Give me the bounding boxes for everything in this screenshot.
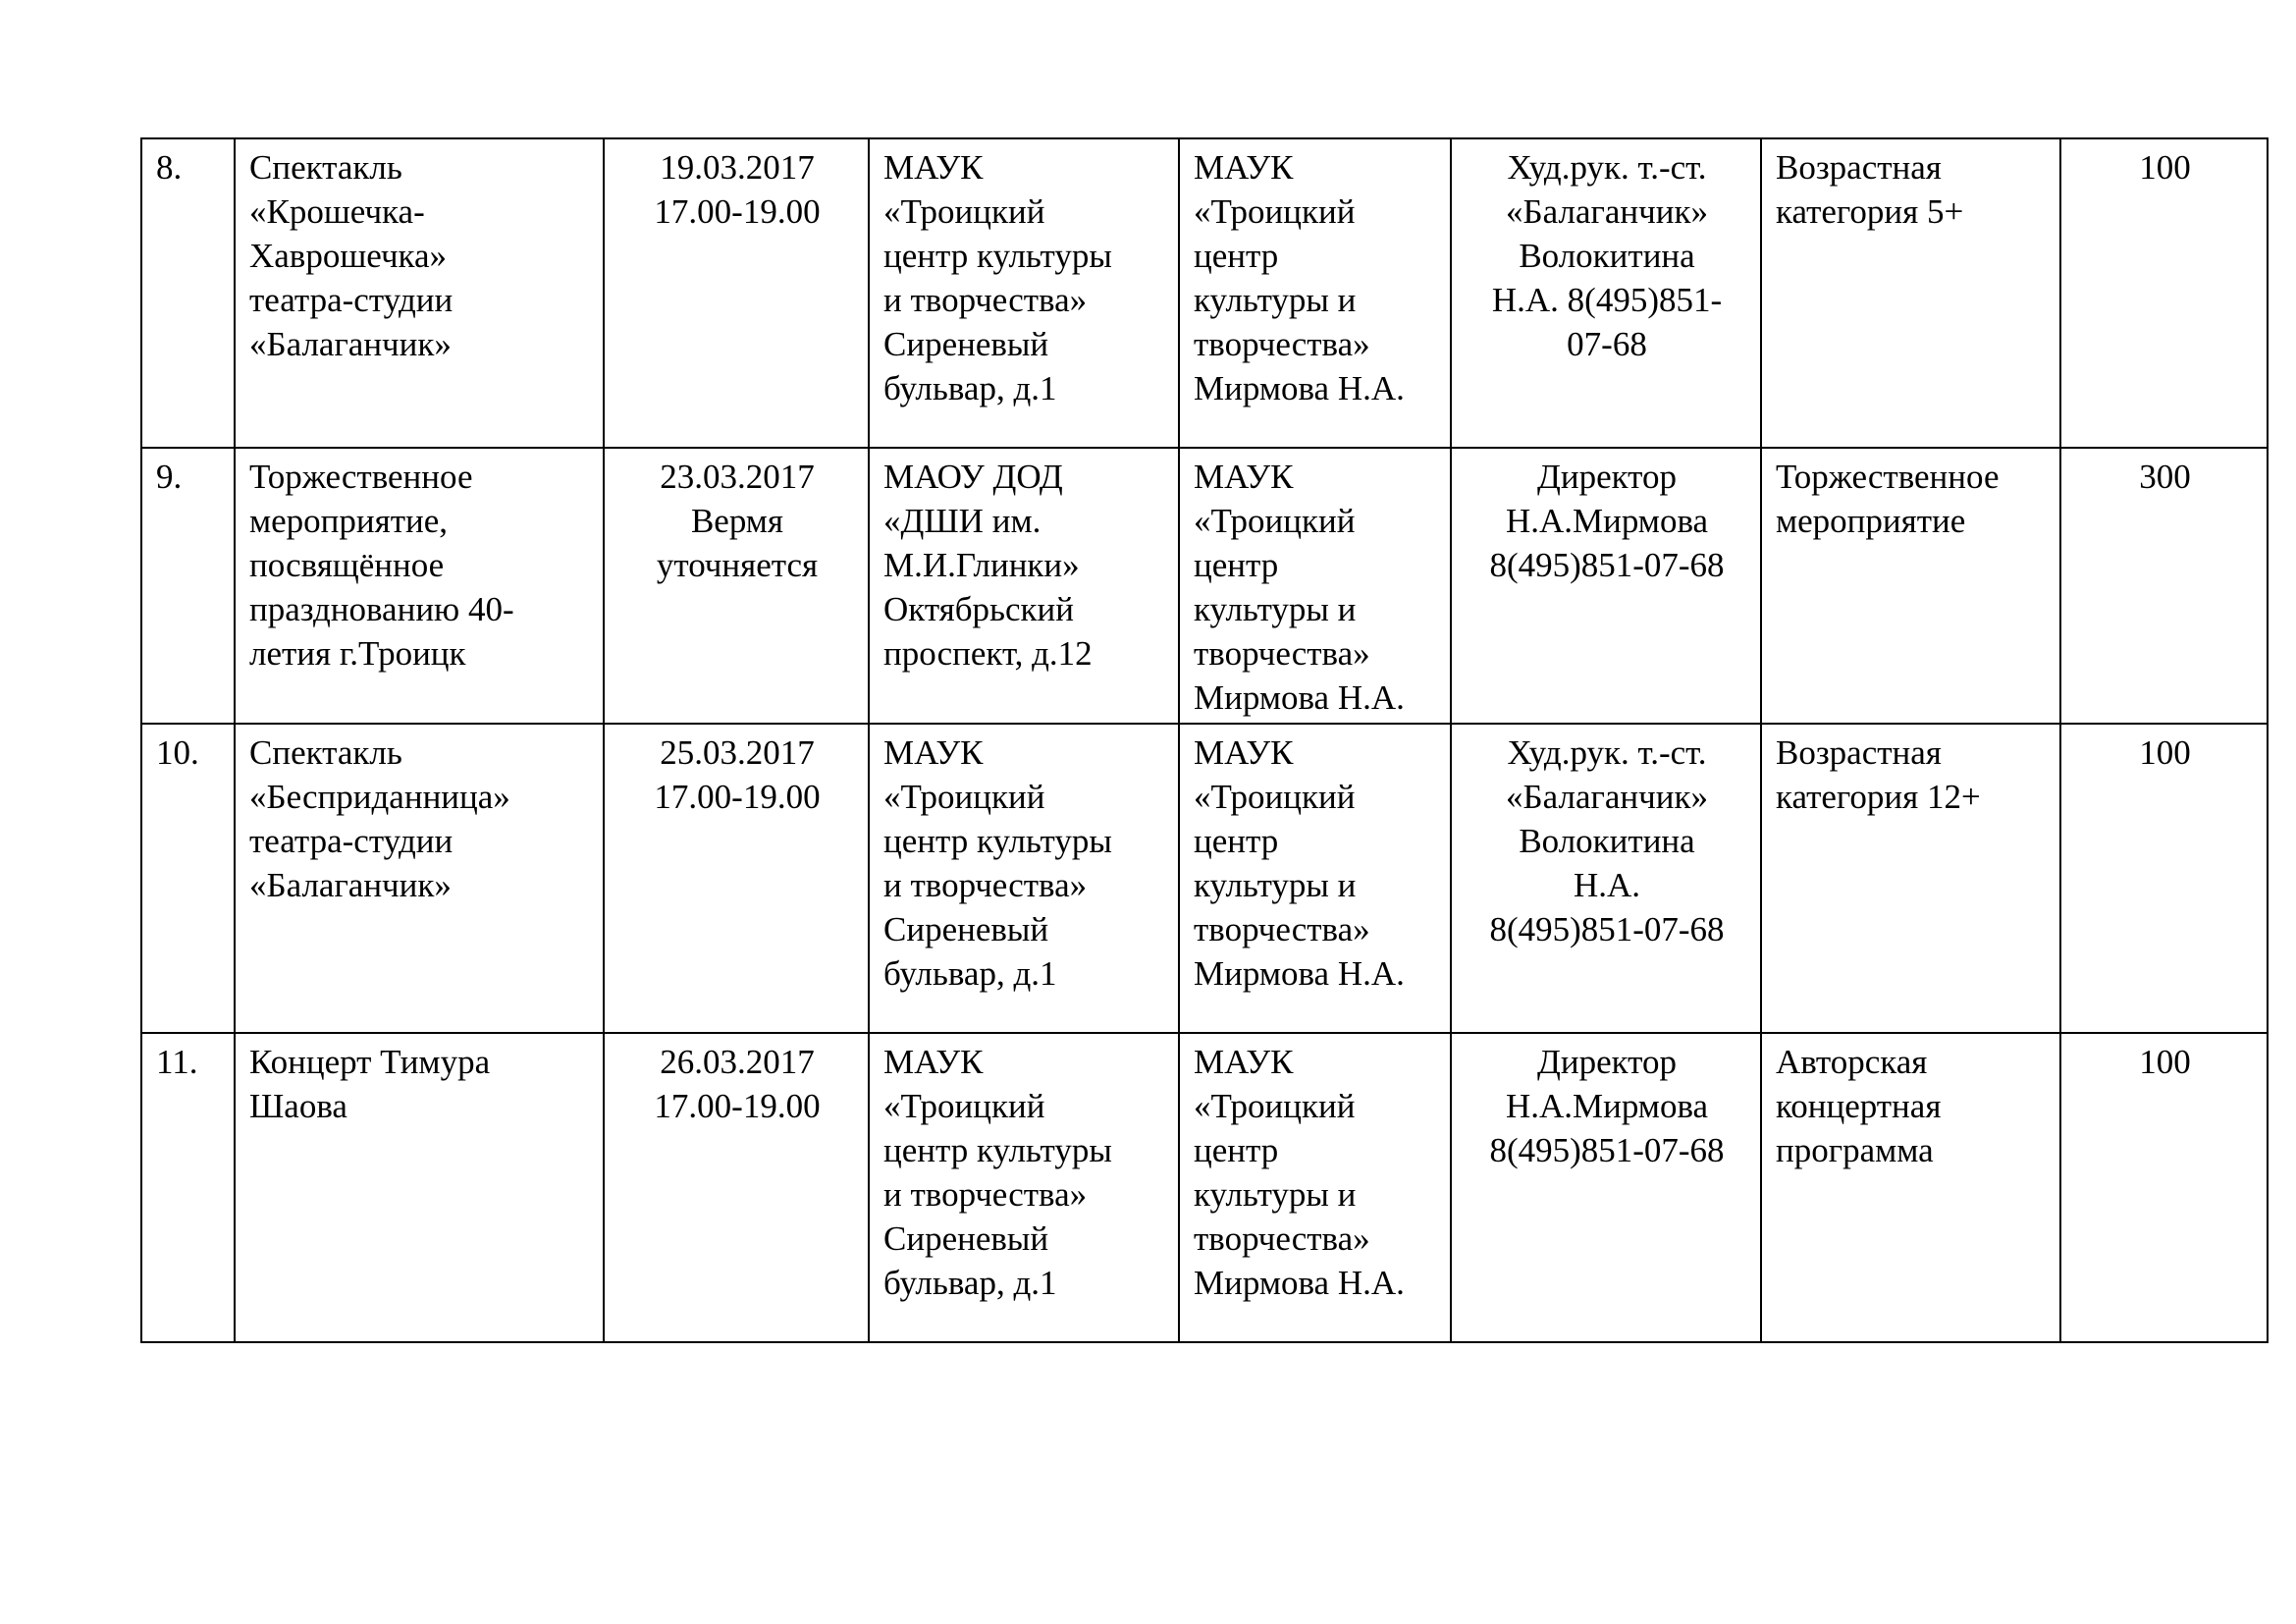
table-row	[141, 724, 2268, 1033]
event-contact-cell: Директор Н.А.Мирмова 8(495)851-07-68	[1451, 1033, 1761, 1342]
event-attendance-cell: 100	[2060, 724, 2268, 1033]
event-organizer-cell: МАУК «Троицкий центр культуры и творчества» Мирмова Н.А.	[1179, 448, 1451, 724]
event-organizer-cell: МАУК «Троицкий центр культуры и творчества» Мирмова Н.А.	[1179, 1033, 1451, 1342]
event-contact-cell: Худ.рук. т.-ст. «Балаганчик» Волокитина Н.А. 8(495)851- 07-68	[1451, 138, 1761, 448]
event-contact-cell: Директор Н.А.Мирмова 8(495)851-07-68	[1451, 448, 1761, 724]
event-title-cell: Концерт Тимура Шаова	[235, 1033, 604, 1342]
event-title-cell: Торжественное мероприятие, посвящённое празднованию 40- летия г.Троицк	[235, 448, 604, 724]
event-venue-cell: МАУК «Троицкий центр культуры и творчества» Сиреневый бульвар, д.1	[869, 724, 1179, 1033]
event-datetime-cell: 25.03.2017 17.00-19.00	[604, 724, 869, 1033]
row-number-cell: 11.	[141, 1033, 235, 1342]
event-attendance-cell: 300	[2060, 448, 2268, 724]
event-datetime-cell: 26.03.2017 17.00-19.00	[604, 1033, 869, 1342]
row-number-cell: 10.	[141, 724, 235, 1033]
event-note-cell: Торжественное мероприятие	[1761, 448, 2060, 724]
event-title-cell: Спектакль «Бесприданница» театра-студии «Балаганчик»	[235, 724, 604, 1033]
event-datetime-cell: 23.03.2017 Вермя уточняется	[604, 448, 869, 724]
events-table	[140, 137, 2269, 1343]
event-venue-cell: МАОУ ДОД «ДШИ им. М.И.Глинки» Октябрьский проспект, д.12	[869, 448, 1179, 724]
table-row	[141, 138, 2268, 448]
table-row	[141, 1033, 2268, 1342]
event-attendance-cell: 100	[2060, 1033, 2268, 1342]
event-organizer-cell: МАУК «Троицкий центр культуры и творчества» Мирмова Н.А.	[1179, 138, 1451, 448]
event-note-cell: Возрастная категория 12+	[1761, 724, 2060, 1033]
event-organizer-cell: МАУК «Троицкий центр культуры и творчества» Мирмова Н.А.	[1179, 724, 1451, 1033]
table-row	[141, 448, 2268, 724]
event-datetime-cell: 19.03.2017 17.00-19.00	[604, 138, 869, 448]
event-title-cell: Спектакль «Крошечка- Хаврошечка» театра-студии «Балаганчик»	[235, 138, 604, 448]
event-venue-cell: МАУК «Троицкий центр культуры и творчества» Сиреневый бульвар, д.1	[869, 138, 1179, 448]
event-note-cell: Авторская концертная программа	[1761, 1033, 2060, 1342]
event-contact-cell: Худ.рук. т.-ст. «Балаганчик» Волокитина Н.А. 8(495)851-07-68	[1451, 724, 1761, 1033]
row-number-cell: 8.	[141, 138, 235, 448]
row-number-cell: 9.	[141, 448, 235, 724]
event-attendance-cell: 100	[2060, 138, 2268, 448]
event-note-cell: Возрастная категория 5+	[1761, 138, 2060, 448]
event-venue-cell: МАУК «Троицкий центр культуры и творчества» Сиреневый бульвар, д.1	[869, 1033, 1179, 1342]
